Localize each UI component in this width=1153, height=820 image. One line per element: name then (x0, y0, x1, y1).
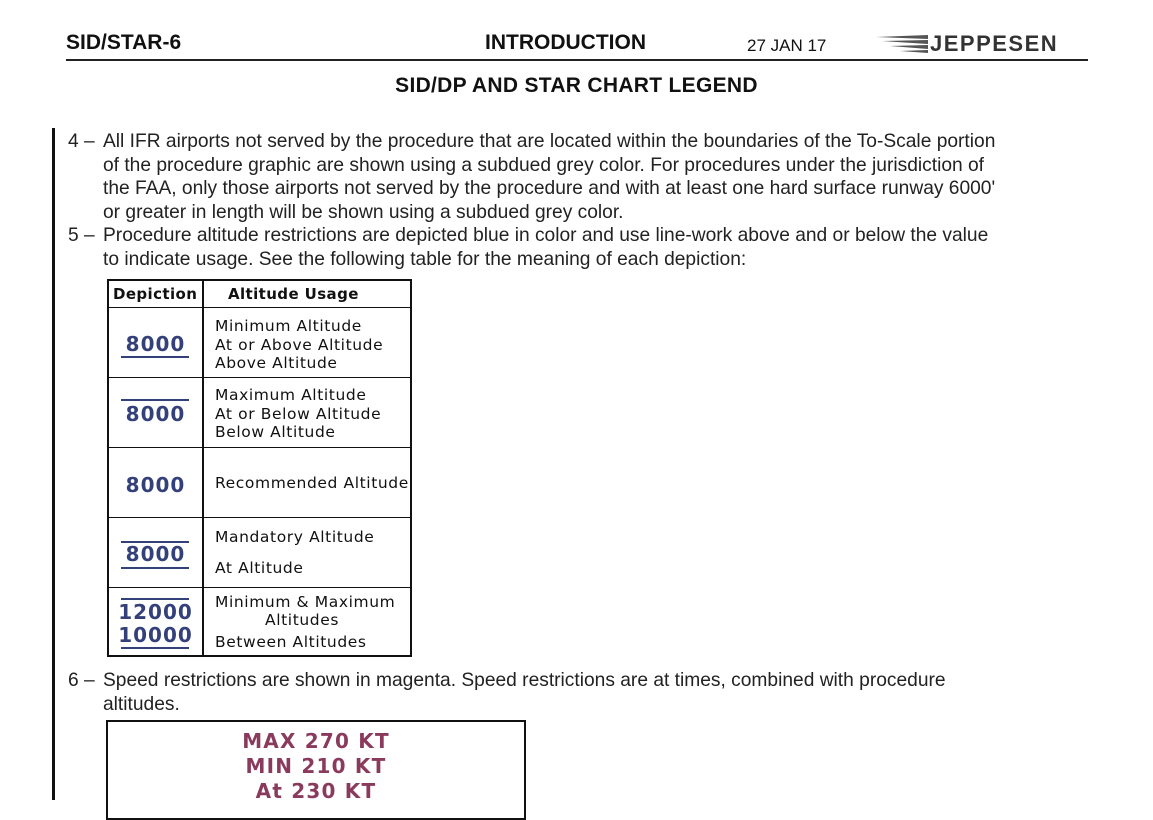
revision-change-bar (52, 128, 55, 800)
altitude-underline (121, 567, 189, 569)
altitude-value: 8000 (125, 402, 186, 426)
header-altitude-usage: Altitude Usage (228, 285, 359, 303)
altitude-value-top: 12000 (118, 600, 193, 624)
table-row (109, 377, 410, 448)
header-divider (66, 59, 1088, 61)
usage-text: Mandatory Altitude At Altitude (215, 528, 375, 577)
altitude-overline (121, 399, 189, 401)
altitude-depiction-table (107, 279, 412, 657)
jeppesen-logo (876, 31, 1058, 57)
table-row (109, 307, 410, 378)
speed-restriction-example (106, 720, 526, 820)
item-text-line: All IFR airports not served by the procedure that are located within the boundaries of the To-Scale portion (103, 131, 996, 152)
chart-section-id: SID/STAR-6 (66, 31, 182, 54)
speed-min: MIN 210 KT (245, 754, 387, 778)
table-row (109, 587, 410, 656)
item-text-line: of the procedure graphic are shown using a subdued grey color. For procedures under the jurisdiction of (103, 154, 985, 176)
altitude-value: 8000 (125, 332, 186, 356)
altitude-underline (121, 356, 189, 358)
page-title: SID/DP AND STAR CHART LEGEND (395, 74, 758, 97)
item-text-line: Speed restrictions are shown in magenta. Speed restrictions are at times, combined with procedure (103, 670, 946, 691)
legend-item-6 (68, 669, 946, 716)
altitude-underline (121, 647, 189, 649)
item-number: 6 – (68, 670, 95, 691)
header-depiction: Depiction (113, 285, 198, 303)
usage-text: Minimum Altitude At or Above Altitude Above Altitude (215, 317, 384, 372)
usage-text: Maximum Altitude At or Below Altitude Below Altitude (215, 386, 382, 441)
item-text-line: altitudes. (103, 693, 180, 715)
legend-item-5 (68, 224, 988, 271)
usage-text: Recommended Altitude (215, 474, 409, 492)
item-number: 4 – (68, 131, 95, 152)
speed-max: MAX 270 KT (242, 729, 390, 753)
table-row (109, 447, 410, 518)
revision-date: 27 JAN 17 (747, 36, 827, 55)
legend-item-4 (68, 130, 995, 224)
table-row (109, 517, 410, 588)
usage-text: Minimum & Maximum Altitudes Between Altitudes (215, 593, 396, 651)
section-title: INTRODUCTION (485, 31, 646, 54)
speed-at: At 230 KT (255, 779, 377, 803)
item-number: 5 – (68, 225, 95, 246)
altitude-value-bottom: 10000 (118, 623, 193, 647)
item-text-line: the FAA, only those airports not served by the procedure and with at least one hard surface runway 6000' (103, 178, 996, 199)
item-text-line: to indicate usage. See the following table for the meaning of each depiction: (103, 248, 747, 270)
altitude-value: 8000 (125, 542, 186, 566)
item-text-line: Procedure altitude restrictions are depicted blue in color and use line-work above and or below the value (103, 225, 989, 246)
jeppesen-swoosh-icon (876, 33, 928, 55)
item-text-line: or greater in length will be shown using a subdued grey color. (103, 201, 624, 223)
altitude-value: 8000 (125, 473, 186, 497)
brand-name: JEPPESEN (930, 31, 1059, 56)
